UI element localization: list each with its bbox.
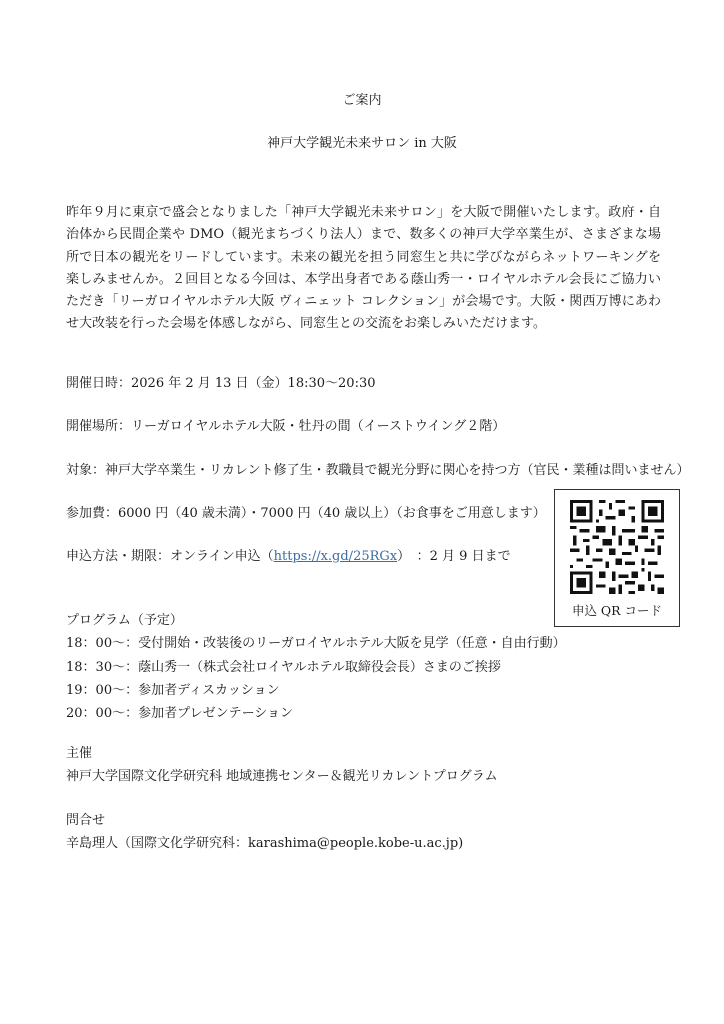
- qr-code-icon[interactable]: [570, 500, 664, 594]
- application-prefix: 申込方法・期限：オンライン申込（: [66, 549, 274, 564]
- application-info: [66, 548, 511, 566]
- application-link[interactable]: https://x.gd/25RGx: [273, 549, 398, 564]
- qr-caption: 申込 QR コード: [571, 603, 663, 618]
- event-target: 対象：神戸大学卒業生・リカレント修了生・教職員で観光分野に関心を持つ方（官民・業種は問いません）: [66, 463, 690, 478]
- organizer-name: 神戸大学国際文化学研究科 地域連携センター＆観光リカレントプログラム: [66, 769, 498, 784]
- event-title: 神戸大学観光未来サロン in 大阪: [267, 136, 457, 151]
- program-heading: プログラム（予定）: [66, 613, 183, 628]
- intro-paragraph: 昨年９月に東京で盛会となりました「神戸大学観光未来サロン」を大阪で開催いたします。政府・自治体から民間企業や DMO（観光まちづくり法人）まで、数多くの神戸大学卒業生が、さまざまな場所で日本の観光をリードしています。未来の観光を担う同窓生と共に学びながらネットワーキングを楽しみませんか。２回目となる今回は、本学出身者である蔭山秀一・ロイヤルホテル会長にご協力いただき「リーガロイヤルホテル大阪 ヴィニェット コレクション」が会場です。大阪・関西万博にあわせ大改装を行った会場を体感しながら、同窓生との交流をお楽しみいただけます。: [66, 205, 661, 332]
- program-item: 18：30～：蔭山秀一（株式会社ロイヤルホテル取締役会長）さまのご挨拶: [66, 660, 501, 675]
- event-fee: 参加費：6000 円（40 歳未満）・7000 円（40 歳以上）（お食事をご用意します）: [66, 506, 546, 521]
- program-item: 20：00～：参加者プレゼンテーション: [66, 706, 294, 721]
- notice-heading: ご案内: [342, 93, 382, 108]
- contact-heading: 問合せ: [66, 813, 106, 828]
- application-deadline: ） ：2 月 9 日まで: [397, 549, 511, 564]
- event-venue: 開催場所：リーガロイヤルホテル大阪・牡丹の間（イーストウイング２階）: [66, 419, 506, 434]
- contact-info: 辛島理人（国際文化学研究科：karashima@people.kobe-u.ac.jp): [66, 836, 464, 851]
- program-item: 19：00～：参加者ディスカッション: [66, 683, 280, 698]
- program-item: 18：00～：受付開始・改装後のリーガロイヤルホテル大阪を見学（任意・自由行動）: [66, 636, 566, 651]
- organizer-heading: 主催: [66, 746, 93, 761]
- event-datetime: 開催日時：2026 年 2 月 13 日（金）18:30～20:30: [66, 376, 376, 391]
- qr-code-box: [554, 489, 680, 627]
